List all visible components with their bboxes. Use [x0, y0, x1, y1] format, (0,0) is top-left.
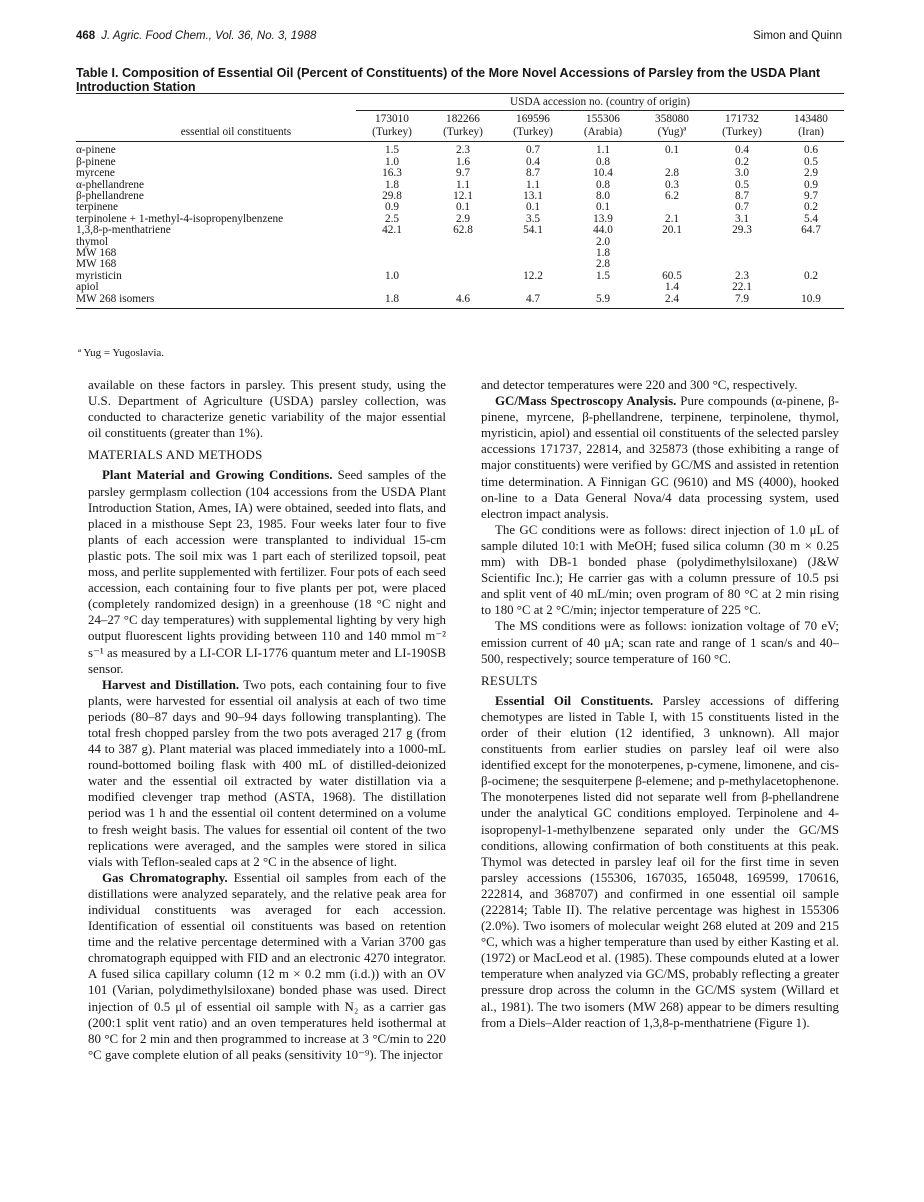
table-cell: 12.1	[453, 190, 473, 203]
paragraph-gc	[88, 870, 446, 1063]
journal-citation: J. Agric. Food Chem., Vol. 36, No. 3, 1988	[101, 30, 317, 42]
table-cell: 1.1	[525, 178, 541, 191]
table-cell: 0.5	[803, 155, 819, 168]
constituent-name: terpinolene + 1-methyl-4-isopropenylbenzene	[76, 212, 284, 225]
composition-table	[76, 93, 844, 309]
table-cell: 1.6	[455, 155, 471, 168]
intro-paragraph: available on these factors in parsley. This present study, using the U.S. Department of Agriculture (USDA) parsley collection, was conducted to characterize genetic variability of the major essential oil constituents (greater than 1%).	[88, 378, 446, 441]
table-cell: 3.0	[734, 167, 750, 180]
table-cell: 0.1	[525, 201, 541, 214]
table-cell: 2.4	[664, 292, 680, 305]
accession-id: 358080	[655, 113, 689, 126]
table-cell: 9.7	[803, 190, 819, 203]
table-cell: 7.9	[734, 292, 750, 305]
constituent-name: α-pinene	[76, 144, 116, 157]
accession-id: 182266	[446, 113, 480, 126]
table-cell: 0.7	[734, 201, 750, 214]
table-cell	[356, 248, 428, 259]
constituent-name: myristicin	[76, 269, 122, 282]
table-cell: 0.1	[595, 201, 611, 214]
table-cell: 1.8	[384, 178, 400, 191]
table-cell: 54.1	[523, 224, 543, 237]
table-cell: 42.1	[382, 224, 402, 237]
table-cell	[778, 248, 844, 259]
table-cell: 12.2	[523, 269, 543, 282]
body-harvest: Two pots, each containing four to five plants, were harvested for essential oil analysis at each of two time periods (80–87 days and 90–94 days following transplanting). The total fresh chopped parsley from the two pots averaged 217 g (from 44 to 387 g). Plant material was placed immediately into a 1000-mL round-bottomed boiling flask with 400 mL of distilled-deionized water and the essential oil extracted by water distillation via a modified clevenger trap method (ASTA, 1968). The distillation period was 1 h and the essential oil content determined on a volume to fresh weight basis. The values for essential oil content of the two replications were averaged, and the samples were stored in silica vials with Teflon-sealed caps at 2 °C in the absence of light.	[88, 677, 446, 869]
table-cell: 4.7	[525, 292, 541, 305]
accession-origin: (Turkey)	[513, 126, 553, 139]
table-cell: 0.9	[384, 201, 400, 214]
table-stub-blank	[76, 94, 356, 111]
table-cell: 0.6	[803, 144, 819, 157]
table-cell: 2.9	[455, 212, 471, 225]
table-cell: 60.5	[662, 269, 682, 282]
body-gc: Essential oil samples from each of the distillations were analyzed separately, and the relative peak area for individual constituents was averaged for each accession. Identification of essential oil constituents was based on retention time and the relative percentage determined with a Varian 3700 gas chromatograph equipped with FID and an electronic 4270 integrator. A fused silica capillary column (12 m × 0.2 mm (i.d.)) with an OV 101 (Varian, polydimethylsiloxane) bonded phase was used. Direct injection of 0.5 μl of essential oil sample with N₂ as a carrier gas (200:1 split vent ratio) and an oven temperatures held isothermal at 80 °C for 2 min and then programmed to increase at 3 °C/min to 220 °C gave complete elution of all peaks (sensitivity 10⁻⁹). The injector	[88, 870, 447, 1062]
table-cell: 2.8	[595, 258, 611, 271]
table-cell: 3.1	[734, 212, 750, 225]
table-cell: 0.2	[803, 269, 819, 282]
table-cell	[638, 248, 706, 259]
body-constituents: Parsley accessions of differing chemotypes are listed in Table I, with 15 constituents listed in the order of their elution (12 identified, 3 unknown). All major constituents from earlier studies on parsley leaf oil were also identified except for the monoterpenes, p-cymene, limonene, and cis-β-ocimene; the sesquiterpene β-elemene; and p-methylacetophenone. The monoterpenes listed did not separate well from β-phellandrene under the analytical GC conditions employed. Terpinolene and 4-isopropenyl-1-methylbenzene separated only under the GC/MS conditions, allowing confirmation of both constituents at this peak. Thymol was detected in parsley leaf oil for the first time in seven parsley accessions (155306, 167035, 165048, 169599, 170616, 222814, and 368707) and confirmed in one essential oil sample (222814; Table II). The relative percentage was highest in 155306 (2.0%). Two isomers of molecular weight 268 eluted at 209 and 215 °C, which was a higher temperature than used by either Kasting et al. (1972) or MacLeod et al. (1985). These compounds eluted at a lower temperature when analyzed via GC/MS, probably reflecting a greater pressure drop across the column in the GC/MS system (Willard et al., 1981). The two isomers (MW 268) appear to be dimers resulting from a Diels–Alder reaction of 1,3,8-p-menthatriene (Figure 1).	[481, 693, 839, 1030]
accession-origin: (Iran)	[798, 126, 824, 139]
table-row	[76, 282, 844, 293]
table-cell: 0.2	[734, 155, 750, 168]
table-cell: 4.6	[455, 292, 471, 305]
table-row	[76, 248, 844, 259]
table-cell: 6.2	[664, 190, 680, 203]
accession-origin: (Yug)ª	[657, 126, 687, 139]
accession-origin: (Turkey)	[722, 126, 762, 139]
constituent-name: terpinene	[76, 201, 119, 214]
table-cell: 10.4	[593, 167, 613, 180]
table-cell: 0.5	[734, 178, 750, 191]
paragraph-ms-conditions: The MS conditions were as follows: ionization voltage of 70 eV; emission current of 40 μA; scan rate and range of 1 scan/s and 40–500, respectively; source temperature of 160 °C.	[481, 619, 839, 666]
column-header	[706, 111, 778, 142]
column-header	[638, 111, 706, 142]
table-cell: 0.9	[803, 178, 819, 191]
table-cell: 2.1	[664, 212, 680, 225]
table-cell	[428, 282, 498, 293]
table-cell	[638, 237, 706, 248]
table-cell: 62.8	[453, 224, 473, 237]
continuation-paragraph: and detector temperatures were 220 and 300 °C, respectively.	[481, 378, 798, 392]
constituent-name: MW 268 isomers	[76, 292, 155, 305]
section-title-methods: MATERIALS AND METHODS	[88, 448, 263, 463]
table-cell: 0.1	[455, 201, 471, 214]
table-cell: 29.8	[382, 190, 402, 203]
constituent-name: apiol	[76, 281, 99, 294]
page-number: 468	[76, 30, 96, 42]
accession-id: 169596	[516, 113, 550, 126]
section-title-results: RESULTS	[481, 673, 538, 688]
table-cell: 1.1	[455, 178, 471, 191]
table-cell: 20.1	[662, 224, 682, 237]
table-cell	[498, 237, 568, 248]
table-cell: 2.0	[595, 235, 611, 248]
accession-origin: (Turkey)	[443, 126, 483, 139]
table-cell	[706, 237, 778, 248]
table-caption: Table I. Composition of Essential Oil (Percent of Constituents) of the More Novel Accessions of Parsley from the USDA Plant Introduction Station	[76, 66, 821, 94]
table-cell: 9.7	[455, 167, 471, 180]
constituent-name: 1,3,8-p-menthatriene	[76, 224, 171, 237]
table-cell: 0.1	[664, 144, 680, 157]
table-cell: 2.8	[664, 167, 680, 180]
constituent-name: α-phellandrene	[76, 178, 145, 191]
accession-origin: (Arabia)	[583, 126, 623, 139]
table-cell	[778, 237, 844, 248]
table-cell	[428, 248, 498, 259]
heading-gc: Gas Chromatography.	[102, 870, 228, 885]
paragraph-harvest	[88, 677, 446, 870]
table-cell: 2.9	[803, 167, 819, 180]
accession-id: 171732	[725, 113, 759, 126]
table-cell: 29.3	[732, 224, 752, 237]
table-cell: 5.4	[803, 212, 819, 225]
constituent-name: myrcene	[76, 167, 115, 180]
table-cell	[706, 248, 778, 259]
constituent-name: β-phellandrene	[76, 190, 144, 203]
table-cell: 2.3	[734, 269, 750, 282]
constituent-name: MW 168	[76, 258, 117, 271]
paragraph-gcms	[481, 393, 839, 522]
constituent-name: thymol	[76, 235, 109, 248]
table-row	[76, 237, 844, 248]
table-cell: 0.7	[525, 144, 541, 157]
body-gcms: Pure compounds (α-pinene, β-pinene, myrcene, β-phellandrene, terpinene, terpinolene, thymol, myristicin, apiol) and essential oil constituents of the selected parsley accessions 171737, 22814, and 325873 (those exhibiting a range of major constituents) were verified by GC/MS and assisted in retention time determination. A Finnigan GC (9610) and MS (4000), hooked on-line to a Data General Nova/4 data processing system, used electron impact analysis.	[481, 394, 839, 521]
table-cell: 0.3	[664, 178, 680, 191]
table-cell: 13.9	[593, 212, 613, 225]
constituent-name: MW 168	[76, 247, 117, 260]
column-header	[428, 111, 498, 142]
table-cell: 2.3	[455, 144, 471, 157]
accession-origin: (Turkey)	[372, 126, 412, 139]
table-cell: 3.5	[525, 212, 541, 225]
table-cell: 0.4	[734, 144, 750, 157]
table-cell	[356, 237, 428, 248]
table-row	[76, 259, 844, 270]
table-cell: 2.5	[384, 212, 400, 225]
paragraph-plant-material	[88, 467, 446, 676]
body-plant-material: Seed samples of the parsley germplasm collection (104 accessions from the USDA Plant Introduction Station, Ames, IA) were obtained, seeded into flats, and placed in a misthouse Sept 23, 1985. Four weeks later four to five plants of each accession were transplanted to individual 15-cm plastic pots. The soil mix was 1 part each of sterilized topsoil, peat moss, and perlite supplemented with fertilizer. Four pots of each seed accession, each containing four to five plants per pot, were placed (completely randomized design) in a greenhouse (18 °C night and 24–27 °C day temperatures) with supplemental lighting by very high output fluorescent lights providing between 110 and 140 mmol m⁻² s⁻¹ as measured by a LI-COR LI-1776 quantum meter and LI-190SB sensor.	[88, 468, 446, 676]
table-cell	[428, 271, 498, 282]
table-cell	[568, 282, 638, 293]
accession-id: 143480	[794, 113, 828, 126]
heading-plant-material: Plant Material and Growing Conditions.	[102, 468, 333, 483]
table-footnote: ª Yug = Yugoslavia.	[78, 347, 165, 359]
table-cell: 5.9	[595, 292, 611, 305]
table-cell	[428, 237, 498, 248]
table-cell: 44.0	[593, 224, 613, 237]
table-cell	[498, 282, 568, 293]
paragraph-gc-conditions: The GC conditions were as follows: direct injection of 1.0 μL of sample diluted 10:1 with MeOH; fused silica column (30 m × 0.25 mm) with DB-1 bonded phase (polydimethylsiloxane) (J&W Scientific Inc.); He carrier gas with a column pressure of 10.5 psi and split vent of 40 mL/min; oven program of 80 °C at 2 min rising to 180 °C at 2 °C/min; injector temperature of 225 °C.	[481, 522, 839, 618]
table-row	[76, 294, 844, 305]
heading-constituents: Essential Oil Constituents.	[495, 693, 654, 708]
table-cell	[778, 282, 844, 293]
table-cell	[428, 259, 498, 270]
accession-id: 173010	[375, 113, 409, 126]
heading-harvest: Harvest and Distillation.	[102, 677, 240, 692]
table-cell: 1.5	[384, 144, 400, 157]
right-text-column	[481, 377, 839, 1031]
table-cell: 16.3	[382, 167, 402, 180]
table-cell: 1.0	[384, 155, 400, 168]
table-cell: 8.7	[734, 190, 750, 203]
table-cell: 0.4	[525, 155, 541, 168]
header-authors: Simon and Quinn	[753, 30, 842, 42]
table-cell: 1.1	[595, 144, 611, 157]
table-cell	[356, 282, 428, 293]
table-cell: 8.0	[595, 190, 611, 203]
column-header	[356, 111, 428, 142]
constituent-name: β-pinene	[76, 155, 116, 168]
running-header	[76, 30, 842, 48]
group-header: USDA accession no. (country of origin)	[509, 96, 691, 108]
left-text-column	[88, 377, 446, 1063]
table-cell	[498, 248, 568, 259]
row-header: essential oil constituents	[180, 126, 292, 139]
table-cell: 22.1	[732, 281, 752, 294]
table-cell: 1.4	[664, 281, 680, 294]
table-row	[76, 168, 844, 179]
table-cell: 0.2	[803, 201, 819, 214]
table-cell: 8.7	[525, 167, 541, 180]
table-cell: 64.7	[801, 224, 821, 237]
table-cell: 10.9	[801, 292, 821, 305]
accession-id: 155306	[586, 113, 620, 126]
table-row	[76, 225, 844, 236]
column-header	[498, 111, 568, 142]
heading-gcms: GC/Mass Spectroscopy Analysis.	[495, 394, 677, 409]
table-cell: 0.8	[595, 178, 611, 191]
paragraph-constituents	[481, 693, 839, 1031]
column-header	[568, 111, 638, 142]
table-cell: 1.8	[595, 247, 611, 260]
column-header	[778, 111, 844, 142]
header-left	[76, 30, 316, 42]
table-bottom-rule	[76, 308, 844, 309]
table-cell: 1.5	[595, 269, 611, 282]
table-cell: 1.0	[384, 269, 400, 282]
table-cell: 0.8	[595, 155, 611, 168]
table-row	[76, 271, 844, 282]
table-cell: 13.1	[523, 190, 543, 203]
table-cell: 1.8	[384, 292, 400, 305]
